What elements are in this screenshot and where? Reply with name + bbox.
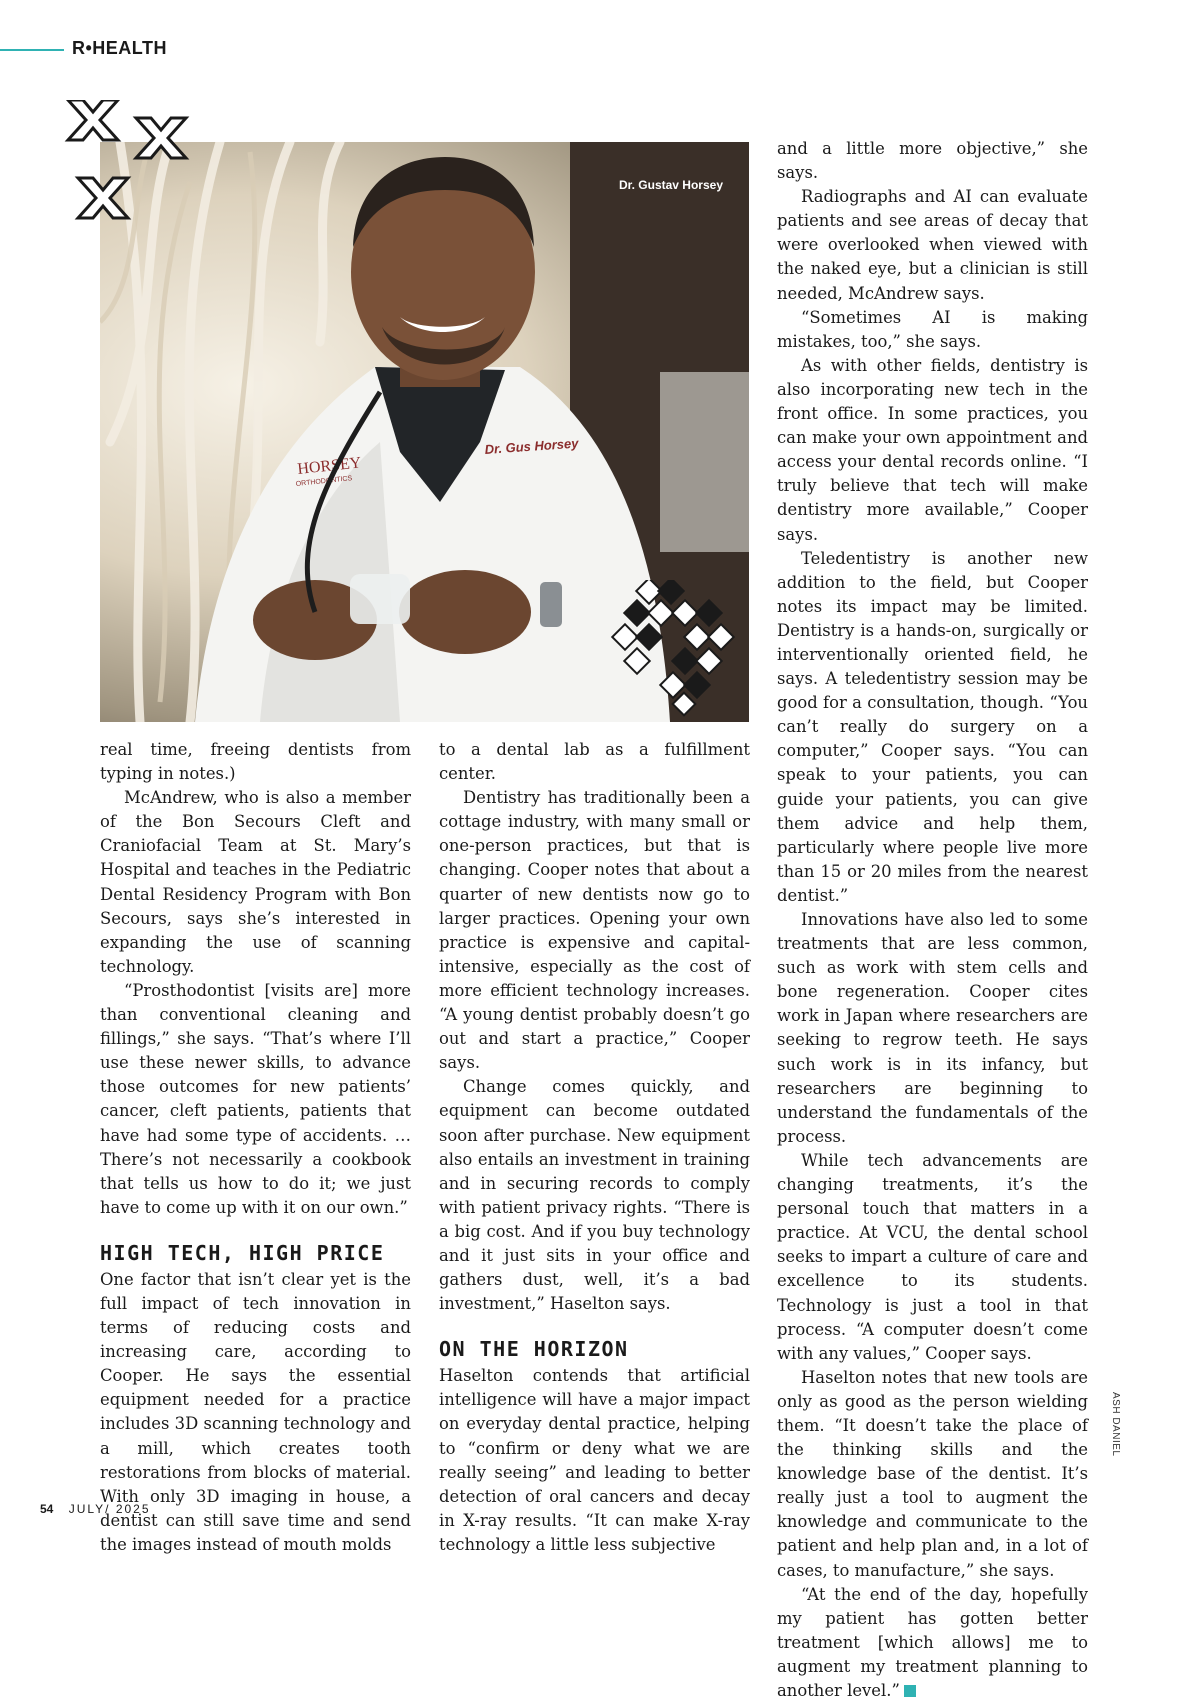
article-column-3	[777, 137, 1088, 1703]
paragraph: While tech advancements are changing treatments, it’s the personal touch that matters in a practice. At VCU, the dental school seeks to impart a culture of care and excellence to its students. Technology is just a tool in that process. “A computer doesn’t come with any values,” Cooper says.	[777, 1150, 1088, 1363]
x-pattern-decoration	[58, 100, 198, 230]
paragraph: Haselton contends that artificial intelligence will have a major impact on everyday dental practice, helping to “confirm or deny what we are really seeing” and leading to better detection of oral cancers and decay in X-ray results. “It can make X-ray technology a little less subjective	[439, 1366, 750, 1554]
section-label: R•HEALTH	[72, 38, 167, 58]
paragraph: Innovations have also led to some treatments that are less common, such as work with stem cells and bone regeneration. Cooper cites work in Japan where researchers are seeking to regrow teeth. He says such work is in its infancy, but researchers are beginning to understand the fundamentals of the process.	[777, 910, 1088, 1146]
subhead-high-tech: HIGH TECH, HIGH PRICE	[100, 1240, 385, 1265]
svg-text:ORTHODONTICS: ORTHODONTICS	[295, 475, 353, 488]
header-accent-rule	[0, 49, 64, 51]
end-of-article-mark	[904, 1685, 916, 1697]
paragraph: Teledentistry is another new addition to the field, but Cooper notes its impact may be limited. Dentistry is a hands-on, surgically or interventionally oriented field, he says. A teledentistry session may be good for a consultation, though. “You can’t really do surgery on a computer,” Cooper says. “You can speak to your patients, you can guide your patients, you can give them advice and help them, particularly where people live more than 15 or 20 miles from the nearest dentist.”	[777, 548, 1088, 905]
paragraph: McAndrew, who is also a member of the Bon Secours Cleft and Craniofacial Team at St. Mary’s Hospital and teaches in the Pediatric Dental Residency Program with Bon Secours, says she’s interested in expanding the use of scanning technology.	[100, 788, 411, 976]
photo-credit: ASH DANIEL	[1110, 1392, 1121, 1457]
photo-caption: Dr. Gustav Horsey	[618, 178, 723, 192]
checker-diamond-decoration	[606, 580, 756, 720]
paragraph: Dentistry has traditionally been a cottage industry, with many small or one-person practices, but that is changing. Cooper notes that about a quarter of new dentists now go to larger practices. Opening your own practice is expensive and capital-intensive, especially as the cost of more efficient technology increases. “A young dentist probably doesn’t go out and start a practice,” Cooper says.	[439, 788, 750, 1073]
paragraph: “Sometimes AI is making mistakes, too,” she says.	[777, 307, 1088, 351]
svg-text:Dr. Gus Horsey: Dr. Gus Horsey	[484, 435, 579, 457]
issue-date: JULY/ 2025	[68, 1502, 151, 1516]
paragraph: As with other fields, dentistry is also incorporating new tech in the front office. In some practices, you can make your own appointment and access your dental records online. “I truly believe that tech will make dentistry more available,” Cooper says.	[777, 355, 1088, 544]
page-number: 54	[40, 1502, 54, 1516]
article-column-2	[439, 738, 750, 1557]
paragraph: One factor that isn’t clear yet is the full impact of tech innovation in terms of reducing costs and increasing care, according to Cooper. He says the essential equipment needed for a practice includes 3D scanning technology and a mill, which creates tooth restorations from blocks of material. With only 3D imaging in house, a dentist can still save time and send the images instead of mouth molds	[100, 1269, 411, 1554]
paragraph: real time, freeing dentists from typing in notes.)	[100, 740, 411, 784]
paragraph-final-text: “At the end of the day, hopefully my patient has gotten better treatment [which allows] me to augment my treatment planning to another level.”	[777, 1584, 1088, 1700]
paragraph-final	[777, 1583, 1088, 1703]
paragraph: Haselton notes that new tools are only as good as the person wielding them. “It doesn’t take the place of the thinking skills and the knowledge base of the dentist. It’s really just a tool to augment the knowledge and communicate to the patient and help plan and, in a lot of cases, to manufacture,” she says.	[777, 1367, 1088, 1580]
paragraph: “Prosthodontist [visits are] more than conventional cleaning and fillings,” she says. “That’s where I’ll use these newer skills, to advance those outcomes for new patients’ cancer, cleft patients, patients that have had some type of accidents. … There’s not necessarily a cookbook that tells us how to do it; we just have to come up with it on our own.”	[100, 980, 411, 1217]
paragraph: Radiographs and AI can evaluate patients and see areas of decay that were overlooked when viewed with the naked eye, but a clinician is still needed, McAndrew says.	[777, 187, 1088, 303]
svg-text:HORSEY: HORSEY	[296, 454, 363, 478]
page-footer	[40, 1502, 151, 1516]
paragraph: Change comes quickly, and equipment can become outdated soon after purchase. New equipment also entails an investment in training and in securing records to comply with patient privacy rights. “There is a big cost. And if you buy technology and it just sits in your office and gathers dust, well, it’s a bad investment,” Haselton says.	[439, 1077, 750, 1314]
subhead-on-the-horizon: ON THE HORIZON	[439, 1337, 629, 1362]
paragraph: and a little more objective,” she says.	[777, 139, 1088, 183]
article-column-1	[100, 738, 411, 1557]
paragraph: to a dental lab as a fulfillment center.	[439, 740, 750, 784]
